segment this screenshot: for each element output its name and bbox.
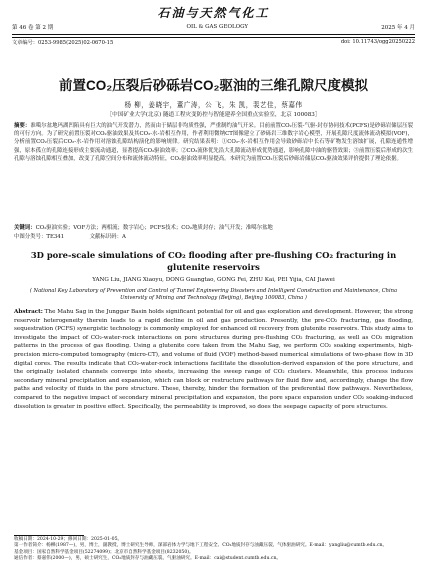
article-number: 文章编号：0253-9985(2025)02-0670-15	[12, 40, 114, 46]
footnote-author: 第一作者简介：杨柳(1987—)，男，博士，副教授，博士研究生导师，深部岩体力学与地下工程安全、CO₂地质封存与油藏压裂、气体驱油研究。E-mail：yangliu@cumtb.edu.cn。	[14, 543, 388, 549]
title-cn: 前置CO₂压裂后砂砾岩CO₂驱油的三维孔隙尺度模拟	[59, 78, 368, 93]
authors-cn: 杨 柳，姜晓宇，董广涛，公 飞，朱 凯，裴艺佳，蔡嘉伟	[124, 101, 303, 109]
doi: doi: 10.11743/ogg20250222	[340, 39, 415, 45]
footnote-rule	[14, 535, 84, 536]
keywords-cn-label: 关键词：	[14, 225, 36, 231]
abstract-cn	[14, 122, 413, 163]
journal-name-en: OIL & GAS GEOLOGY	[186, 24, 249, 30]
abstract-cn-label: 摘要：	[14, 123, 31, 129]
journal-logo: 石油与天然气化工	[157, 6, 270, 20]
authors-en: YANG Liu, JIANG Xiaoyu, DONG Guangtao, GONG Fei, ZHU Kai, PEI Yijia, CAI Jiawei	[92, 277, 335, 283]
document-code: 文献标识码：A	[89, 234, 126, 240]
footnote-corresponding: 通信作者：蔡嘉伟(2000—)，男，硕士研究生，CO₂地质封存与油藏压裂、气驱油研究。E-mail：cai@student.cumtb.edu.cn。	[14, 556, 282, 562]
clc-number: 中图分类号：TE341	[14, 234, 65, 240]
footnotes	[14, 537, 413, 563]
keywords-cn	[14, 223, 413, 231]
abstract-en-text: The Mahu Sag in the Junggar Basin holds significant potential for oil and gas exploration and development. However, the strong reservoir heterogeneity therein leads to a rapid decline in oil and gas production. Presently, the pre-CO₂ fracturing, gas flooding, sequestration (PCFS) synergistic technology is commonly employed for enhanced oil recovery from glutenite reservoirs. This study aims to investigate the impact of CO₂-water-rock interactions on pore structures during pre-flushing CO₂ fracturing, as well as CO₂ migration patterns in the process of gas flooding. Using a glutenite core taken from the Mahu Sag, we perform CO₂ soaking experiments, high-precision micro-computed tomography (micro-CT), and volume of fluid (VOF) method-based numerical simulations of two-phase flow in 3D digital cores. The results indicate that CO₂-water-rock interactions facilitate the dissolution-derived expansion of the pore structure, and the originally isolated channels converge into sheets, increasing the sweep range of CO₂ clusters. Meanwhile, this process induces secondary mineral precipitation and expansion, which can block or restructure pathways for fluid flow and, accordingly, change the flow paths and velocity of fluids in the pore structure. These, thereby, hinder the formation of the preferential flow pathways. Nevertheless, compared to the negative impact of secondary mineral precipitation and expansion, the pore space expansion under CO₂ soaking-induced dissolution is greater in positive effect. Specifically, the permeability is improved, so does the seepage capacity of pore structures.	[14, 309, 413, 410]
affiliation-cn: ［中国矿业大学(北京) 隧道工程灾变防控与智能建养全国重点实验室，北京 100083］	[106, 112, 321, 118]
keywords-cn-text: CO₂驱油实验；VOF方法；两相流；数字岩心；PCFS技术；CO₂地质封存；油气开发；准噶尔盆地	[35, 225, 273, 231]
title-en: 3D pore-scale simulations of CO₂ flooding after pre-flushing CO₂ fracturing in glutenite reservoirs	[30, 250, 397, 272]
running-head	[12, 21, 415, 33]
footnote-received: 收稿日期：2024-10-29；修回日期：2025-01-05。	[14, 537, 123, 542]
issue-date: 2025 年 4 月	[381, 25, 415, 31]
abstract-en	[14, 308, 413, 411]
header-rule	[12, 34, 415, 35]
affiliation-en: ( National Key Laboratory of Prevention and Control of Tunnel Engineering Disasters and Intelligent Construction and Maintenance, China University of Mining and Technology (Beijing), Beijing 100083, China )	[29, 288, 398, 302]
header-rule-thin	[12, 37, 415, 38]
abstract-en-label: Abstract:	[14, 309, 43, 315]
article-ids	[12, 39, 415, 46]
classification-row	[14, 232, 413, 240]
footnote-funding: 基金项目：国家自然科学基金项目(52274099)；北京市自然科学基金项目(8232050)。	[14, 549, 194, 555]
abstract-cn-text: 准噶尔盆地玛湖凹陷具有巨大的油气开发潜力，然而由于储层非均质性强，严重制约油气开采。目前前置CO₂压裂-气驱-封存协同技术(PCFS)是砂砾岩储层压裂的可行方向。为了研究前置压裂对CO₂驱油效果及其CO₂-水-岩相互作用，作者利用微纳CT图像建立了砂砾岩三维数字岩心模型，开展孔隙尺度流体流动模拟(VOF)，分析前置CO₂压裂后CO₂-水-岩作用对溶蚀孔隙结构演化的影响规律。研究结果表明：①CO₂-水-岩相互作用会导致砂砾岩中长石等矿物发生溶蚀扩展，孔隙连通性增强，原本孤立的孔隙连接形成主要流动通道，显著提高CO₂驱油效率；②CO₂流体优先沿大孔隙流动形成优势通道，影响孔隙中油的驱替效果；③前置压裂后形成的次生孔隙与溶蚀孔隙相互叠加，改变了孔隙空间分布和流体流动特征，CO₂驱油效率明显提高。本研究为前置CO₂压裂后砂砾岩储层CO₂驱油效果评价提供了理论依据。	[14, 123, 413, 162]
volume-issue: 第 46 卷 第 2 期	[12, 25, 54, 31]
